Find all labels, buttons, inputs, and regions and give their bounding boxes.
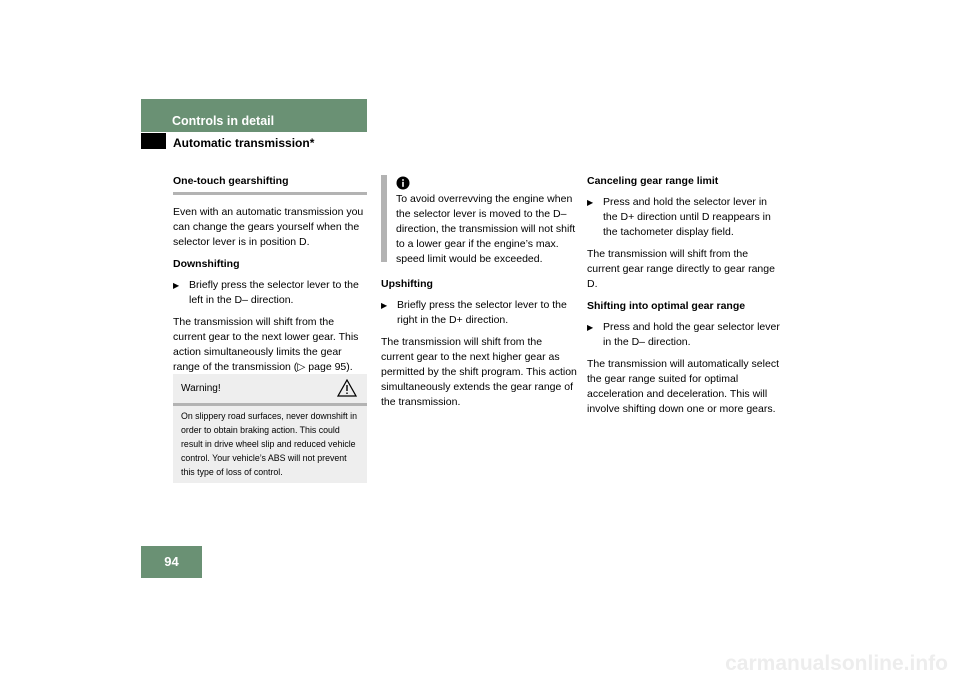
column-3 bbox=[587, 174, 783, 424]
optimal-result: The transmission will automatically select the gear range suited for optimal acceleration and deceleration. This will involve shifting down one or more gears. bbox=[587, 358, 779, 415]
intro-paragraph: Even with an automatic transmission you can change the gears yourself when the selector lever is in position D. bbox=[173, 206, 364, 248]
upshift-step bbox=[381, 298, 577, 328]
cancel-result: The transmission will shift from the current gear range directly to gear range D. bbox=[587, 248, 775, 290]
page-number: 94 bbox=[141, 546, 202, 578]
heading-rule bbox=[173, 192, 367, 195]
downshift-result: The transmission will shift from the current gear to the next lower gear. This action simultaneously limits the gear range of the transmission (▷ page 95). bbox=[173, 316, 359, 373]
heading-one-touch: One-touch gearshifting bbox=[173, 175, 289, 187]
header-marker bbox=[141, 133, 166, 149]
downshift-step-text: Briefly press the selector lever to the left in the D– direction. bbox=[189, 279, 359, 306]
info-bar bbox=[381, 175, 387, 262]
bullet-arrow-icon: ▶ bbox=[381, 301, 388, 310]
optimal-step bbox=[587, 320, 783, 350]
info-icon bbox=[396, 176, 410, 190]
downshift-step bbox=[173, 278, 367, 308]
column-2 bbox=[381, 277, 577, 417]
bullet-arrow-icon: ▶ bbox=[173, 281, 180, 290]
upshift-step-text: Briefly press the selector lever to the right in the D+ direction. bbox=[397, 299, 567, 326]
info-text: To avoid overrevving the engine when the selector lever is moved to the D– direction, the transmission will not shift to a lower gear if the engine’s max. speed limit would be exceeded. bbox=[396, 193, 576, 265]
heading-downshifting: Downshifting bbox=[173, 258, 240, 270]
heading-canceling: Canceling gear range limit bbox=[587, 175, 719, 187]
page-subtitle: Automatic transmission* bbox=[173, 136, 315, 150]
warning-rule bbox=[173, 403, 367, 406]
warning-text: On slippery road surfaces, never downshift in order to obtain braking action. This could result in drive wheel slip and reduced vehicle control. Your vehicle’s ABS will not prevent this type of loss of control. bbox=[181, 411, 358, 477]
heading-optimal: Shifting into optimal gear range bbox=[587, 300, 746, 312]
warning-triangle-icon bbox=[337, 379, 357, 397]
warning-box bbox=[173, 374, 367, 483]
watermark: carmanualsonline.info bbox=[725, 652, 948, 675]
section-title: Controls in detail bbox=[172, 114, 275, 128]
bullet-arrow-icon: ▶ bbox=[587, 198, 594, 207]
column-1 bbox=[173, 174, 367, 382]
cancel-step bbox=[587, 195, 783, 240]
heading-upshifting: Upshifting bbox=[381, 278, 433, 290]
upshift-result: The transmission will shift from the current gear to the next higher gear as permitted by the shift program. This action simultaneously extends the gear range of the transmission. bbox=[381, 336, 577, 408]
optimal-step-text: Press and hold the gear selector lever in the D– direction. bbox=[603, 321, 780, 348]
warning-title: Warning! bbox=[181, 383, 221, 394]
bullet-arrow-icon: ▶ bbox=[587, 323, 594, 332]
cancel-step-text: Press and hold the selector lever in the D+ direction until D reappears in the tachometer display field. bbox=[603, 196, 771, 238]
